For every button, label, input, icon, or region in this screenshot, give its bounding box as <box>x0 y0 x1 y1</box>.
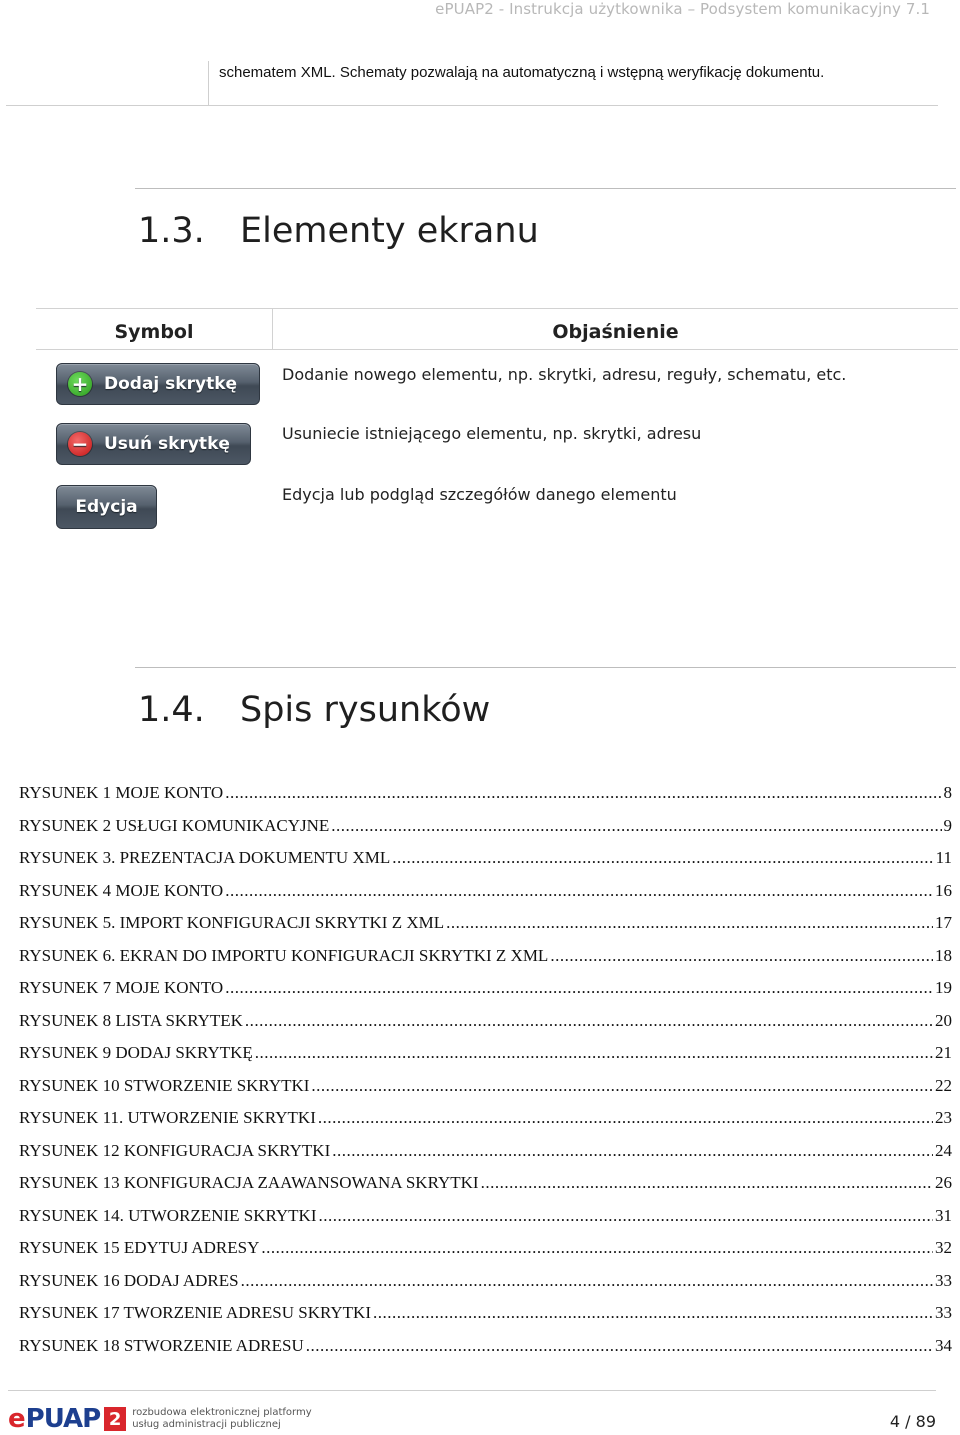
logo-tagline <box>132 1407 311 1431</box>
dot-leader <box>392 848 933 868</box>
figure-list-item[interactable] <box>19 1141 952 1174</box>
figure-page-number: 24 <box>935 1140 952 1160</box>
dot-leader <box>311 1076 933 1096</box>
figure-list-item[interactable] <box>19 1271 952 1304</box>
table-column-divider <box>208 61 209 105</box>
section-divider <box>135 188 956 189</box>
dot-leader <box>446 913 933 933</box>
dot-leader <box>225 783 941 803</box>
figure-page-number: 16 <box>935 880 952 900</box>
figure-list-item[interactable] <box>19 1043 952 1076</box>
figure-label: RYSUNEK 12 KONFIGURACJA SKRYTKI <box>19 1140 331 1160</box>
figure-label: RYSUNEK 4 MOJE KONTO <box>19 880 224 900</box>
figure-page-number: 23 <box>935 1108 952 1127</box>
edit-button[interactable] <box>56 485 157 529</box>
column-header-symbol: Symbol <box>114 321 194 343</box>
figure-list-item[interactable] <box>19 1011 952 1044</box>
figure-label: RYSUNEK 9 DODAJ SKRYTKĘ <box>19 1043 253 1062</box>
figure-page-number: 33 <box>935 1303 952 1322</box>
figure-list-item[interactable] <box>19 946 952 979</box>
plus-circle-icon: + <box>68 372 92 396</box>
dot-leader <box>319 1206 934 1226</box>
figure-list-item[interactable] <box>19 881 952 914</box>
tagline-line-2: usług administracji publicznej <box>132 1419 281 1430</box>
figure-page-number: 8 <box>943 783 952 802</box>
figure-page-number: 33 <box>935 1270 952 1290</box>
figure-list-item[interactable] <box>19 978 952 1011</box>
figure-label: RYSUNEK 7 MOJE KONTO <box>19 978 224 997</box>
figure-list-item[interactable] <box>19 1238 952 1271</box>
figure-list-item[interactable] <box>19 783 952 816</box>
figure-list-item[interactable] <box>19 1108 952 1141</box>
figure-label: RYSUNEK 13 KONFIGURACJA ZAAWANSOWANA SKRYTKI <box>19 1173 479 1192</box>
add-box-button[interactable] <box>56 363 260 405</box>
figure-page-number: 17 <box>935 913 952 932</box>
dot-leader <box>261 1238 933 1258</box>
section-title: Spis rysunków <box>240 690 491 730</box>
logo-number: 2 <box>104 1407 126 1431</box>
figure-page-number: 19 <box>935 978 952 997</box>
figure-label: RYSUNEK 2 USŁUGI KOMUNIKACYJNE <box>19 815 330 835</box>
figure-page-number: 26 <box>935 1173 952 1192</box>
section-number: 1.4. <box>138 690 205 730</box>
dot-leader <box>225 978 933 998</box>
logo-e: e <box>8 1404 26 1434</box>
symbols-table <box>36 308 958 548</box>
dot-leader <box>331 816 941 836</box>
page-number: 4 / 89 <box>889 1412 936 1431</box>
section-title: Elementy ekranu <box>240 211 539 251</box>
dot-leader <box>241 1271 933 1291</box>
figure-label: RYSUNEK 3. PREZENTACJA DOKUMENTU XML <box>19 848 391 867</box>
list-of-figures <box>19 783 952 1368</box>
figure-page-number: 11 <box>935 848 952 867</box>
figure-page-number: 18 <box>935 945 952 965</box>
previous-table-text: schematem XML. Schematy pozwalają na automatyczną i wstępną weryfikację dokumentu. <box>219 64 825 81</box>
table-top-border <box>36 308 958 309</box>
figure-label: RYSUNEK 6. EKRAN DO IMPORTU KONFIGURACJI SKRYTKI Z XML <box>19 945 549 965</box>
dot-leader <box>332 1141 933 1161</box>
epuap-logo <box>8 1404 312 1434</box>
button-label: Usuń skrytkę <box>104 434 230 454</box>
figure-label: RYSUNEK 5. IMPORT KONFIGURACJI SKRYTKI Z XML <box>19 913 445 932</box>
figure-label: RYSUNEK 15 EDYTUJ ADRESY <box>19 1238 260 1257</box>
figure-page-number: 9 <box>943 815 952 835</box>
section-heading-list-of-figures <box>138 690 490 730</box>
dot-leader <box>373 1303 933 1323</box>
figure-page-number: 32 <box>935 1238 952 1257</box>
figure-label: RYSUNEK 10 STWORZENIE SKRYTKI <box>19 1075 310 1095</box>
figure-page-number: 20 <box>935 1010 952 1030</box>
figure-page-number: 21 <box>935 1043 952 1062</box>
previous-table-fragment <box>6 61 938 106</box>
figure-list-item[interactable] <box>19 1336 952 1369</box>
column-header-explanation: Objaśnienie <box>552 321 679 343</box>
button-label: Dodaj skrytkę <box>104 374 238 394</box>
figure-page-number: 34 <box>935 1335 952 1355</box>
figure-list-item[interactable] <box>19 1173 952 1206</box>
figure-list-item[interactable] <box>19 1206 952 1239</box>
figure-list-item[interactable] <box>19 1076 952 1109</box>
delete-box-button[interactable] <box>56 423 251 465</box>
section-heading-screen-elements <box>138 211 539 251</box>
running-header: ePUAP2 - Instrukcja użytkownika – Podsystem komunikacyjny 7.1 <box>435 0 930 18</box>
dot-leader <box>245 1011 933 1031</box>
figure-label: RYSUNEK 1 MOJE KONTO <box>19 783 224 802</box>
table-header-border <box>36 349 958 350</box>
tagline-line-1: rozbudowa elektronicznej platformy <box>132 1407 312 1418</box>
figure-label: RYSUNEK 17 TWORZENIE ADRESU SKRYTKI <box>19 1303 371 1322</box>
minus-circle-icon: − <box>68 432 92 456</box>
explanation-delete: Usuniecie istniejącego elementu, np. skrytki, adresu <box>282 424 702 443</box>
logo-puap: PUAP <box>25 1404 101 1434</box>
figure-list-item[interactable] <box>19 1303 952 1336</box>
section-number: 1.3. <box>138 211 205 251</box>
dot-leader <box>318 1108 933 1128</box>
dot-leader <box>255 1043 933 1063</box>
explanation-edit: Edycja lub podgląd szczegółów danego elementu <box>282 485 677 504</box>
explanation-add: Dodanie nowego elementu, np. skrytki, adresu, reguły, schematu, etc. <box>282 365 847 384</box>
figure-list-item[interactable] <box>19 816 952 849</box>
figure-list-item[interactable] <box>19 913 952 946</box>
footer-divider <box>8 1390 936 1391</box>
button-label: Edycja <box>75 497 138 517</box>
dot-leader <box>306 1336 933 1356</box>
figure-page-number: 22 <box>935 1075 952 1095</box>
figure-label: RYSUNEK 18 STWORZENIE ADRESU <box>19 1335 304 1355</box>
section-divider <box>135 667 956 668</box>
dot-leader <box>225 881 933 901</box>
figure-label: RYSUNEK 16 DODAJ ADRES <box>19 1270 239 1290</box>
figure-page-number: 31 <box>935 1205 952 1225</box>
figure-label: RYSUNEK 14. UTWORZENIE SKRYTKI <box>19 1205 317 1225</box>
figure-list-item[interactable] <box>19 848 952 881</box>
dot-leader <box>550 946 933 966</box>
figure-label: RYSUNEK 8 LISTA SKRYTEK <box>19 1010 243 1030</box>
dot-leader <box>481 1173 933 1193</box>
figure-label: RYSUNEK 11. UTWORZENIE SKRYTKI <box>19 1108 316 1127</box>
